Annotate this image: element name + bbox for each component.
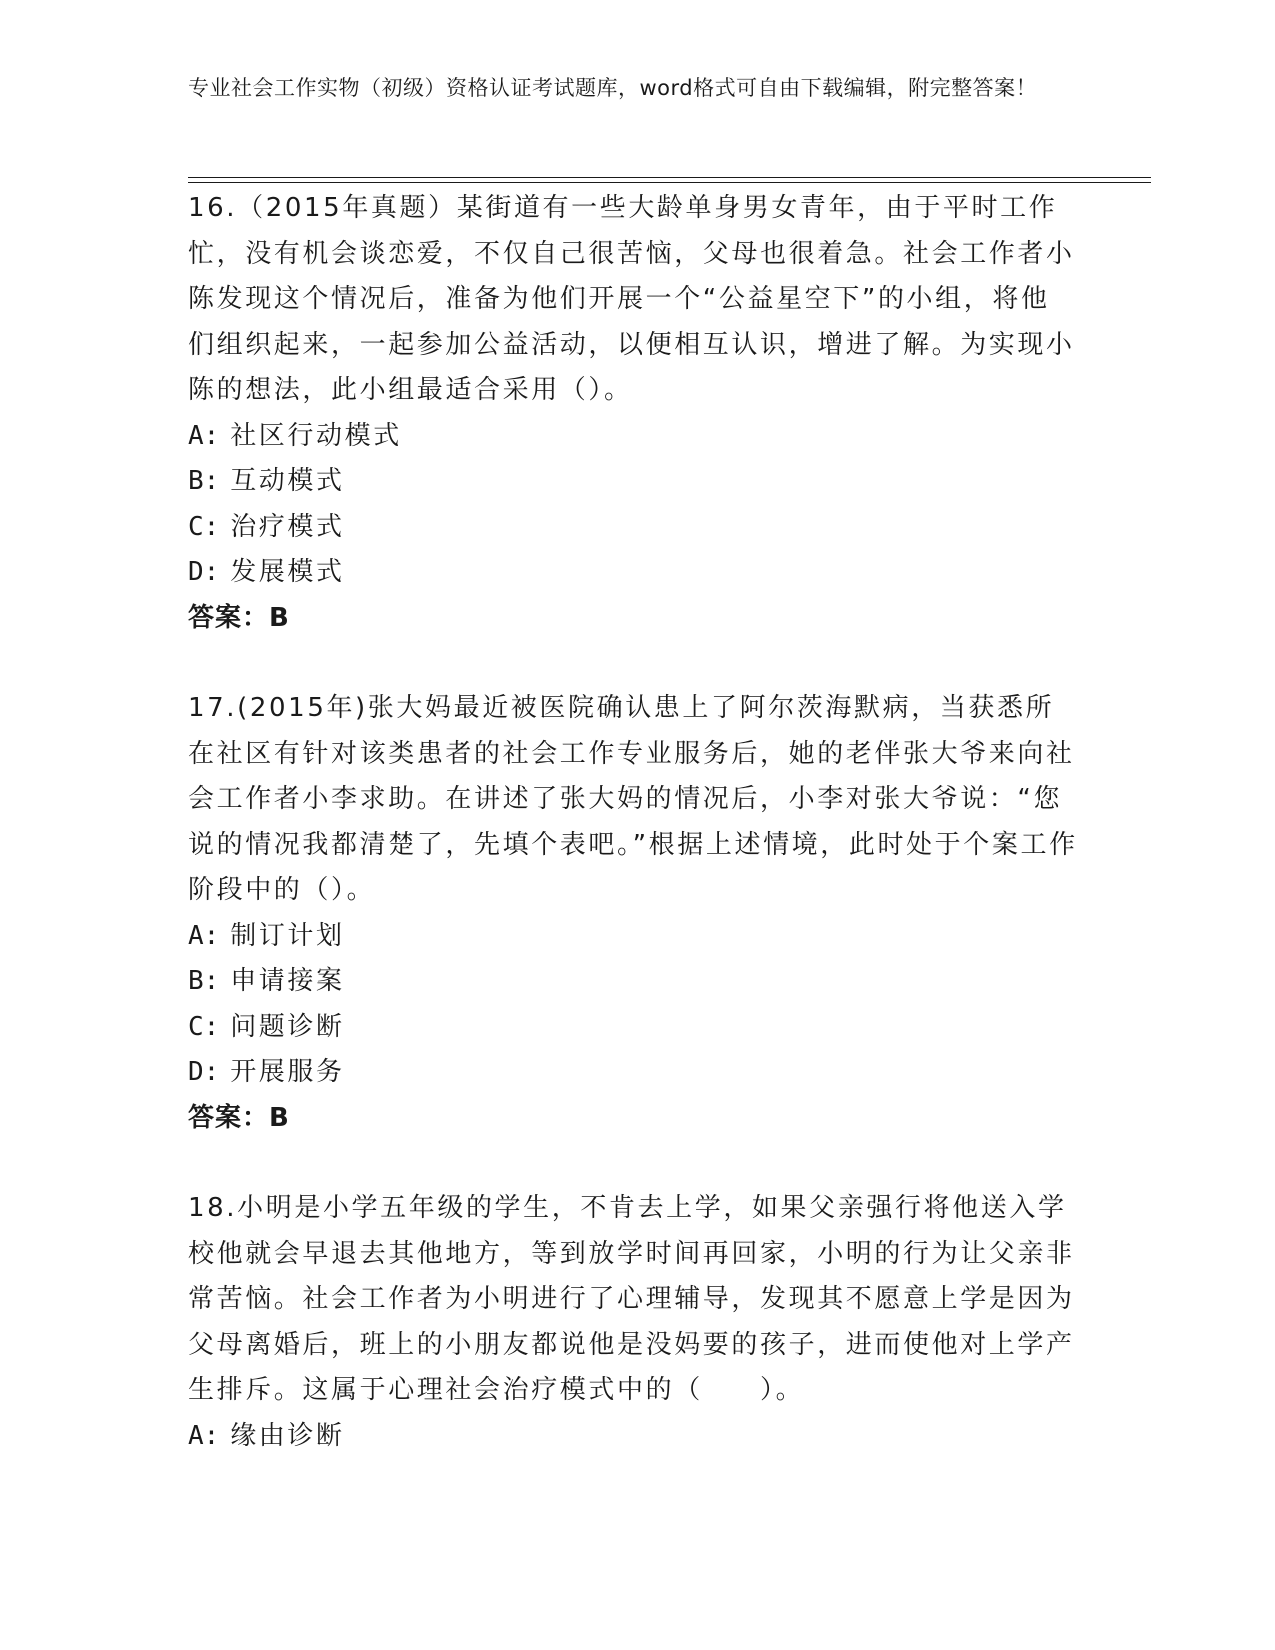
option-b [188,959,1078,1005]
option-key: B: [188,966,220,996]
option-key: B: [188,466,220,496]
option-list [188,914,1078,1096]
option-key: C: [188,1011,220,1042]
option-list [188,1414,1078,1460]
option-key: A: [188,420,220,451]
answer-line: 答案：B [188,1102,290,1133]
option-a [188,414,1078,460]
option-d [188,1050,1078,1096]
option-a [188,914,1078,960]
header-divider-bottom [188,182,1151,183]
option-text: 开展服务 [230,1057,345,1087]
question-stem: 18.小明是小学五年级的学生，不肯去上学，如果父亲强行将他送入学校他就会早退去其他地方，等到放学时间再回家，小明的行为让父亲非常苦恼。社会工作者为小明进行了心理辅导，发现其不愿意上学是因为父母离婚后，班上的小朋友都说他是没妈要的孩子，进而使他对上学产生排斥。这属于心理社会治疗模式中的（ ）。 [188,1193,1075,1405]
option-text: 缘由诊断 [230,1420,345,1451]
option-text: 制订计划 [230,920,345,951]
option-key: D: [188,557,220,587]
question-16 [188,186,1078,641]
option-list [188,414,1078,596]
option-key: A: [188,1420,220,1451]
option-c [188,505,1078,551]
document-header: 专业社会工作实物（初级）资格认证考试题库，word格式可自由下载编辑，附完整答案！ [188,76,1038,100]
option-key: C: [188,511,220,542]
option-b [188,459,1078,505]
question-stem: 17.(2015年)张大妈最近被医院确认患上了阿尔茨海默病，当获悉所在社区有针对该类患者的社会工作专业服务后，她的老伴张大爷来向社会工作者小李求助。在讲述了张大妈的情况后，小李对张大爷说：“您说的情况我都清楚了，先填个表吧。”根据上述情境，此时处于个案工作阶段中的（）。 [188,693,1078,905]
option-text: 互动模式 [230,466,345,496]
option-text: 治疗模式 [230,511,345,542]
option-key: D: [188,1057,220,1087]
question-18 [188,1186,1078,1459]
question-stem: 16.（2015年真题）某街道有一些大龄单身男女青年，由于平时工作忙，没有机会谈恋爱，不仅自己很苦恼，父母也很着急。社会工作者小陈发现这个情况后，准备为他们开展一个“公益星空下”的小组，将他们组织起来，一起参加公益活动，以便相互认识，增进了解。为实现小陈的想法，此小组最适合采用（）。 [188,193,1075,405]
option-key: A: [188,920,220,951]
header-divider-top [188,177,1151,178]
option-c [188,1005,1078,1051]
option-text: 问题诊断 [230,1011,345,1042]
option-text: 发展模式 [230,557,345,587]
option-d [188,550,1078,596]
question-17 [188,686,1078,1141]
option-a [188,1414,1078,1460]
option-text: 社区行动模式 [230,420,402,451]
option-text: 申请接案 [230,966,345,996]
answer-line: 答案：B [188,602,290,633]
